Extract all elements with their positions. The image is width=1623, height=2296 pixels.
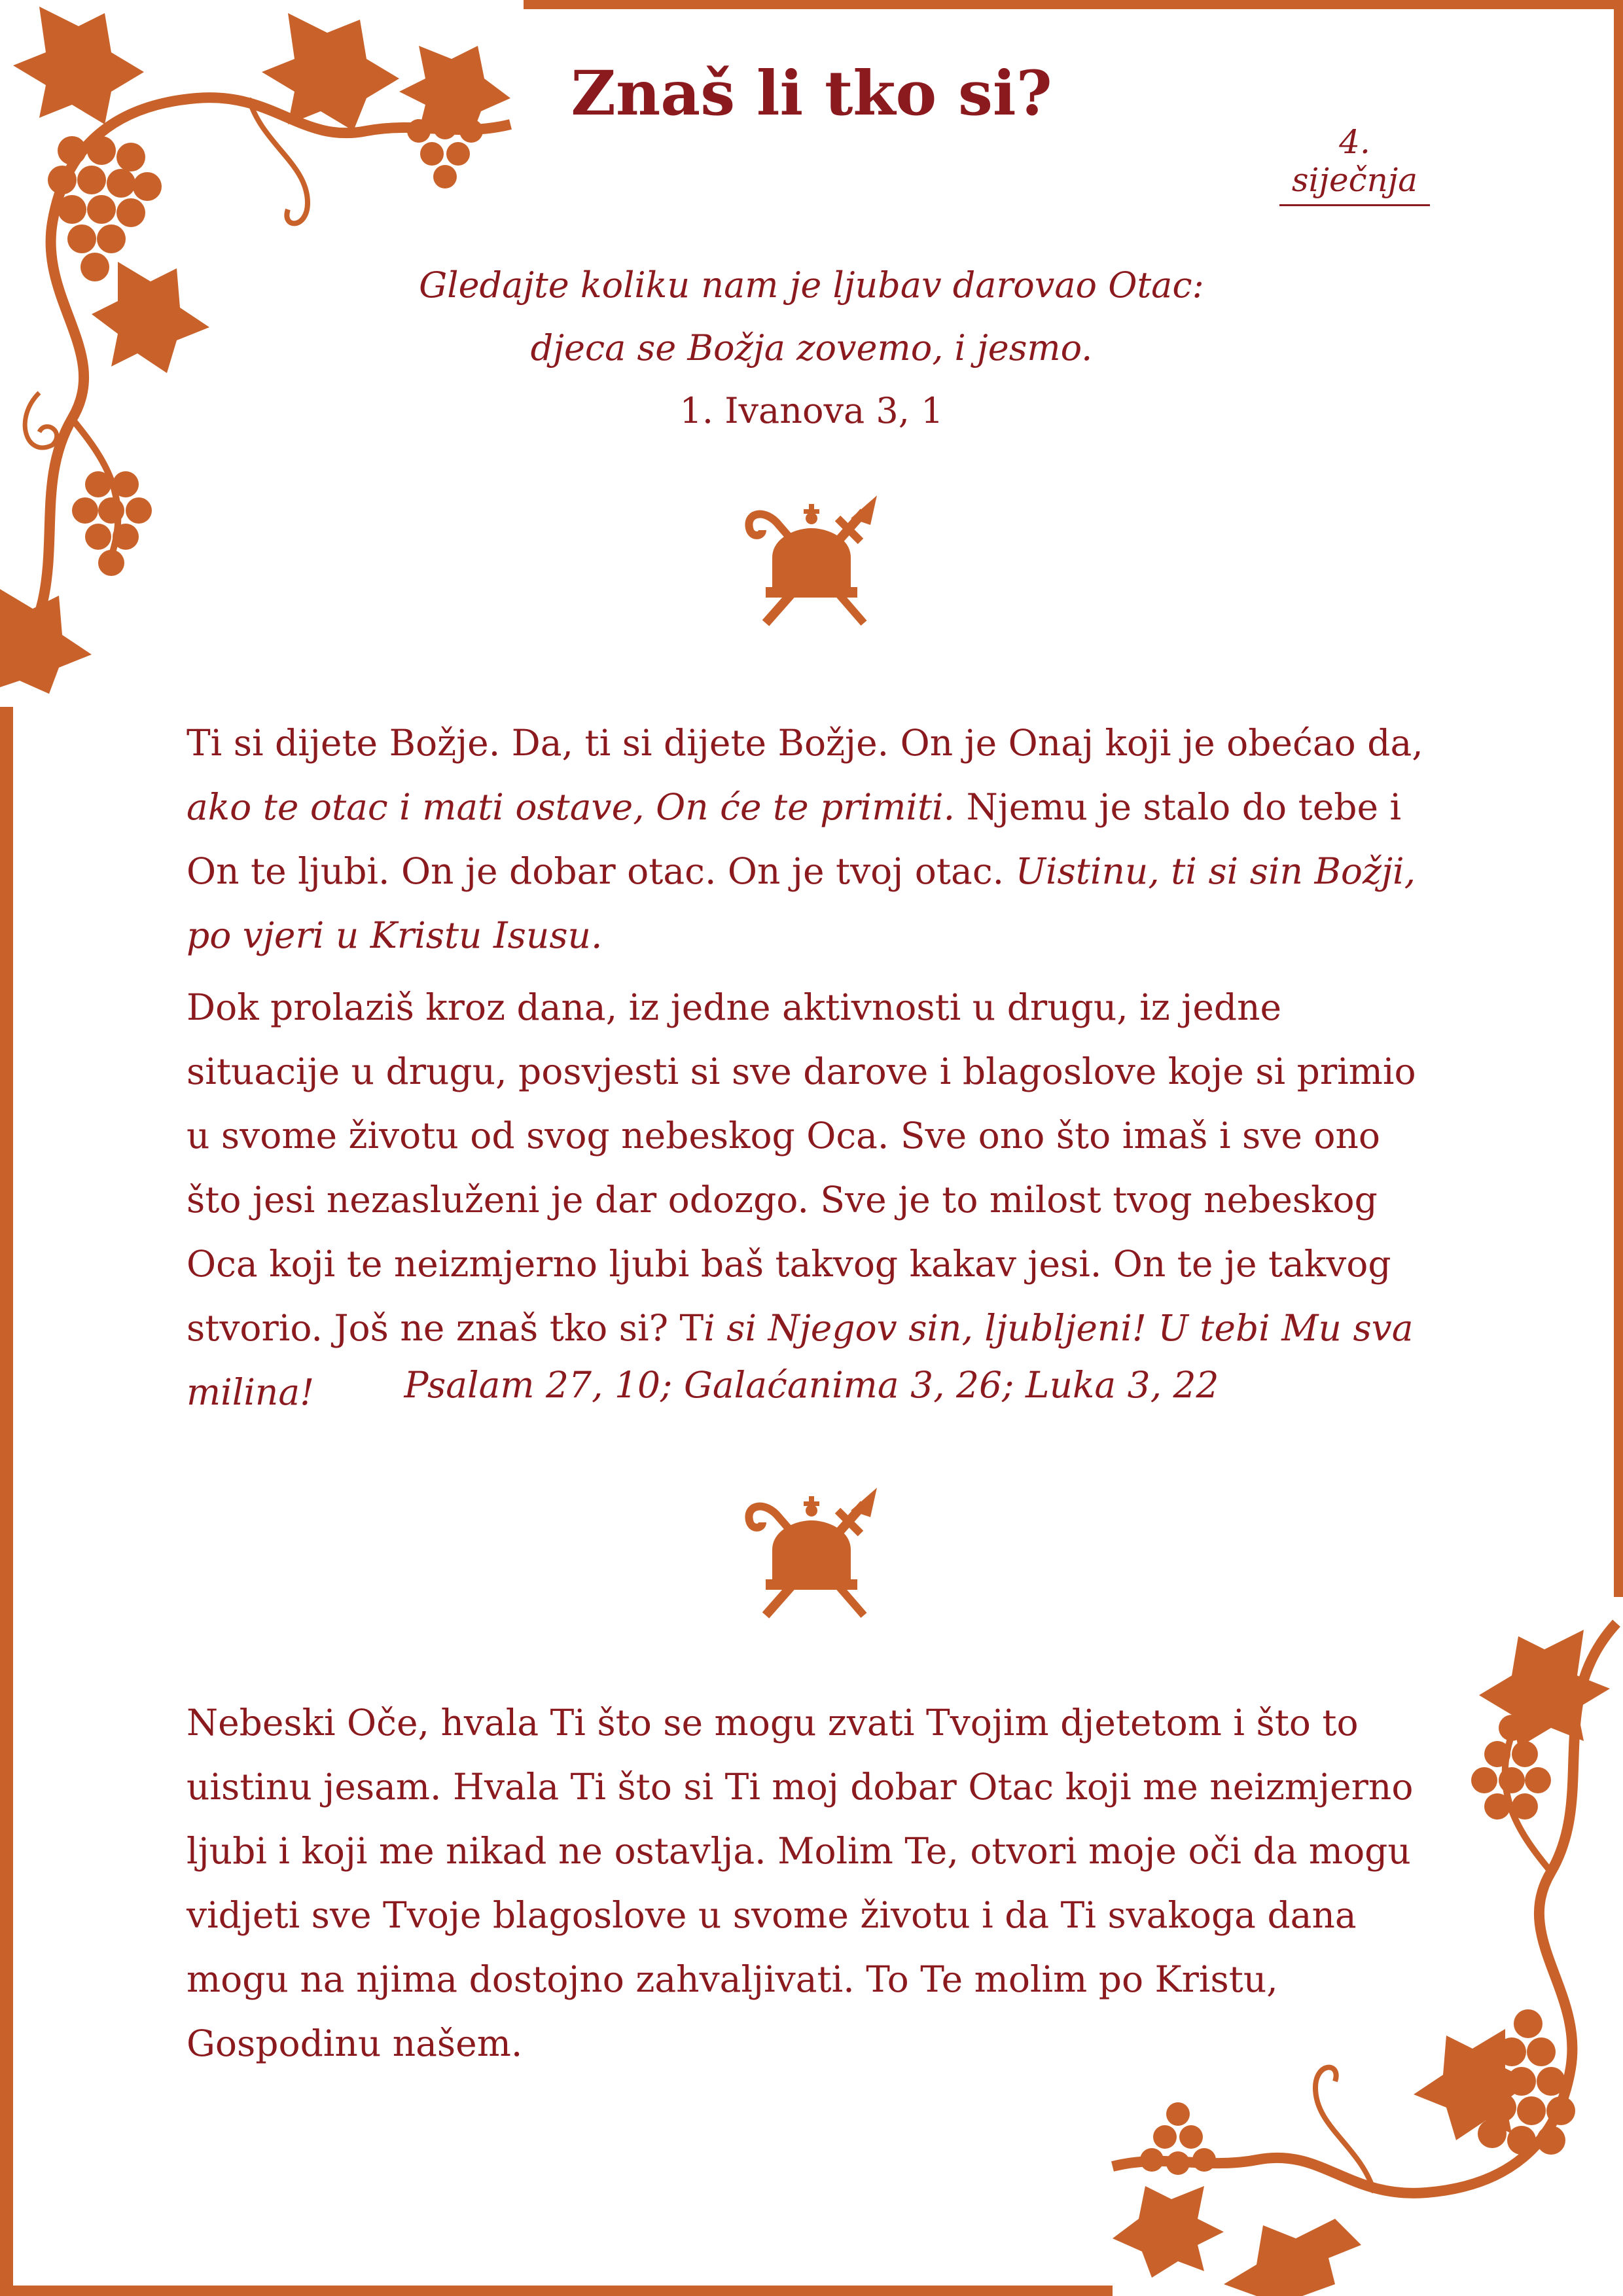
paragraph-2-quote: i si Njegov sin, ljubljeni! U tebi Mu sva milina! [187,1307,1414,1413]
verse-reference: 1. Ivanova 3, 1 [679,390,944,431]
page-title: Znaš li tko si? [571,58,1052,130]
verse-line-2: djeca se Božja zovemo, i jesmo. [530,327,1093,368]
paragraph-1-quote-b: Uistinu, ti si sin Božji, po vjeri u Kristu Isusu. [187,850,1416,956]
frame-left-line [0,707,13,2296]
paragraph-1-text-a: Ti si dijete Božje. Da, ti si dijete Božje. On je Onaj koji je obećao da, [187,722,1423,764]
prayer-paragraph: Nebeski Oče, hvala Ti što se mogu zvati Tvojim djetetom i što to uistinu jesam. Hvala Ti što si Ti moj dobar Otac koji me neizmjerno ljubi i koji me nikad ne ostavlja. Molim Te, otvori moje oči da mogu vidjeti sve Tvoje blagoslove u svome životu i da Ti svakoga dana mogu na njima dostojno zahvaljivati. To Te molim po Kristu, Gospodinu našem. [187,1702,1414,2064]
crown-sword-crook-emblem-icon [740,1484,883,1622]
scripture-references: Psalam 27, 10; Galaćanima 3, 26; Luka 3, 22 [404,1364,1219,1406]
paragraph-2 [187,975,1443,1424]
frame-bottom-line [0,2286,1113,2296]
paragraph-1-quote-a: ako te otac i mati ostave, On će te primiti. [187,786,955,828]
date-label: 4. siječnja [1279,123,1430,206]
verse-line-1: Gledajte koliku nam je ljubav darovao Otac: [419,264,1204,306]
paragraph-2-text: Dok prolaziš kroz dana, iz jedne aktivnosti u drugu, iz jedne situacije u drugu, posvjesti si sve darove i blagoslove koje si primio u svome životu od svog nebeskog Oca. Sve ono što imaš i sve ono što jesi nezasluženi je dar odozgo. Sve je to milost tvog nebeskog Oca koji te neizmjerno ljubi baš takvog kakav jesi. On te je takvog stvorio. Još ne znaš tko si? T [187,986,1416,1349]
frame-top-line [524,0,1623,9]
paragraph-1-text-b: Njemu je stalo do tebe i On te ljubi. On je dobar otac. On je tvoj otac. [187,786,1402,892]
frame-right-line [1614,0,1623,1597]
crown-sword-crook-emblem-icon [740,492,883,630]
opening-verse [327,254,1296,442]
paragraph-1 [187,711,1443,967]
